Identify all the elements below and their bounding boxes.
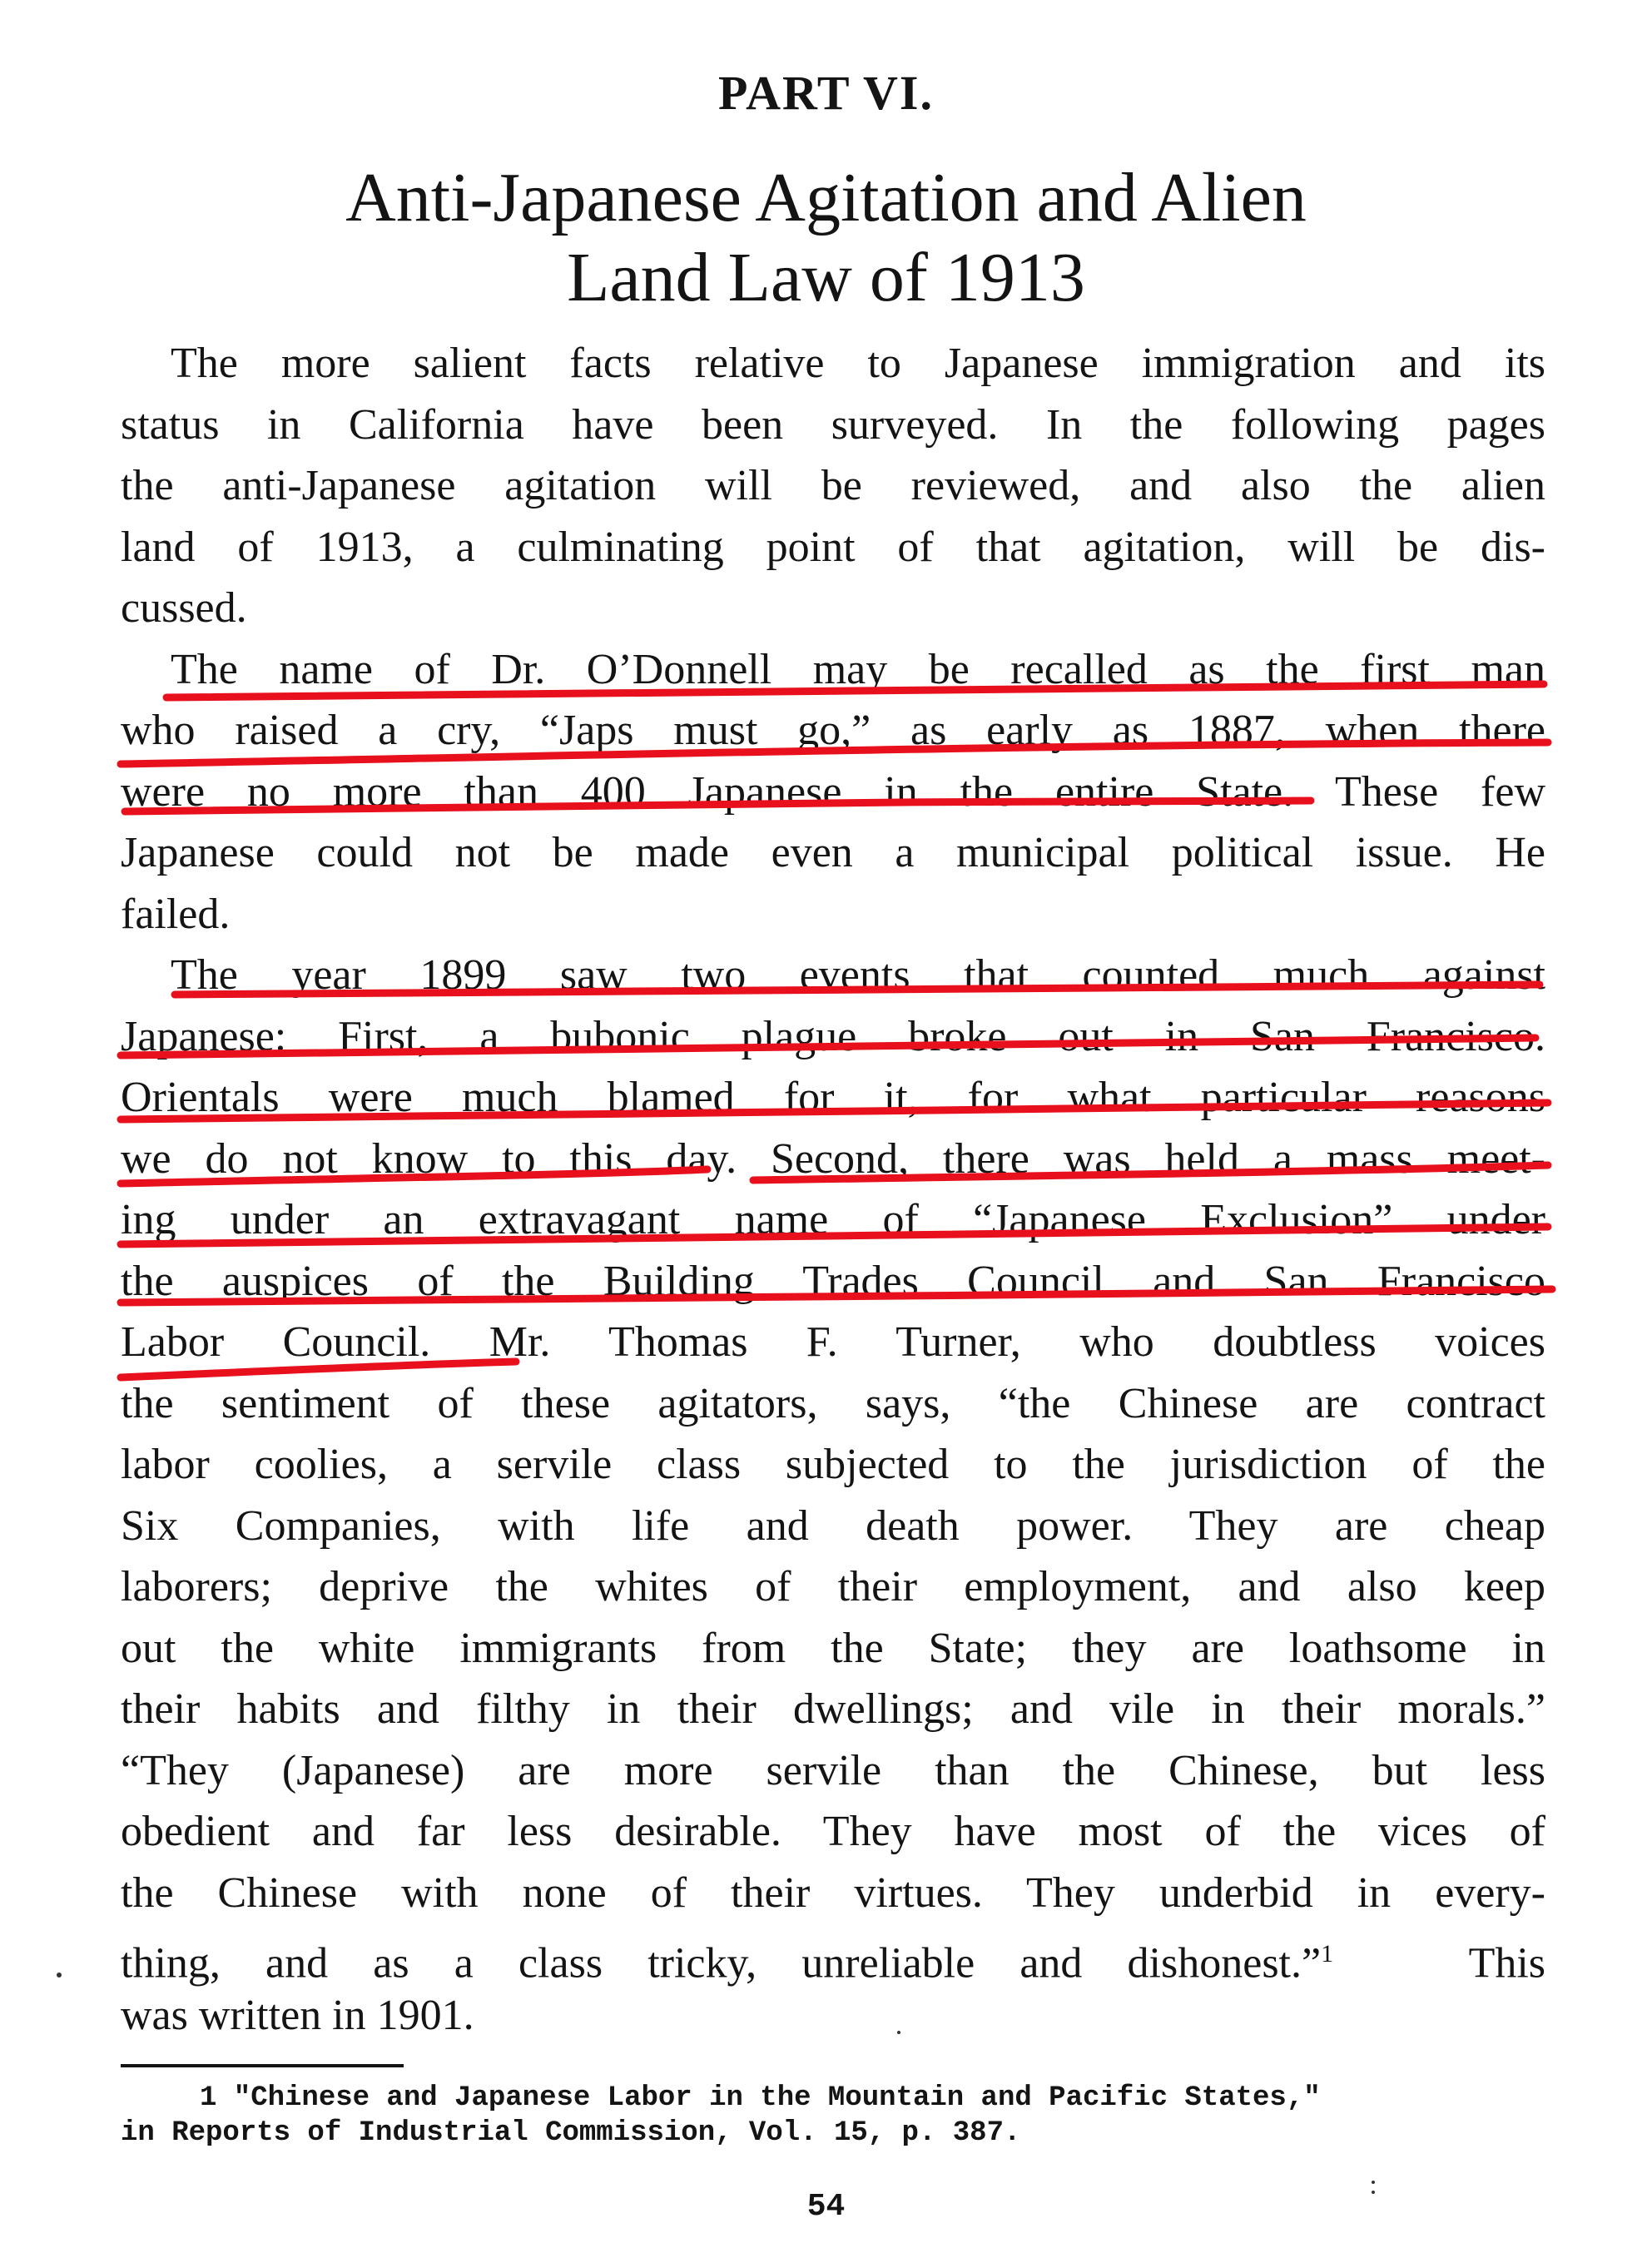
paper-speck bbox=[57, 1973, 62, 1978]
text-line: out the white immigrants from the State; they are loathsome in bbox=[121, 1624, 1545, 1672]
text-line: land of 1913, a culminating point of that agitation, will be dis- bbox=[121, 523, 1545, 571]
text-line: Japanese could not be made even a municipal political issue. He bbox=[121, 829, 1545, 876]
footnote-line-2: in Reports of Industrial Commission, Vol. 15, p. 387. bbox=[121, 2117, 1021, 2149]
text-line: the sentiment of these agitators, says, “the Chinese are contract bbox=[121, 1379, 1545, 1427]
text-line: “They (Japanese) are more servile than the Chinese, but less bbox=[121, 1746, 1545, 1794]
chapter-title bbox=[0, 158, 1652, 318]
text-line: The year 1899 saw two events that counted much against bbox=[171, 951, 1545, 999]
text-line: failed. bbox=[121, 890, 231, 938]
paper-speck bbox=[1372, 2191, 1375, 2194]
text-line: Labor Council. Mr. Thomas F. Turner, who doubtless voices bbox=[121, 1318, 1545, 1366]
text-line: obedient and far less desirable. They have most of the vices of bbox=[121, 1808, 1545, 1855]
chapter-title-line-2: Land Law of 1913 bbox=[567, 239, 1085, 316]
part-label: PART VI. bbox=[718, 66, 934, 120]
text-line-tail: This bbox=[1468, 1939, 1546, 1987]
paper-speck bbox=[1372, 2181, 1375, 2184]
text-line-main: thing, and as a class tricky, unreliable and dishonest.” bbox=[121, 1939, 1322, 1987]
body-text bbox=[121, 333, 1545, 2046]
text-line: Orientals were much blamed for it, for what particular reasons bbox=[121, 1074, 1545, 1121]
text-line: ing under an extravagant name of “Japanese Exclusion” under bbox=[121, 1196, 1545, 1243]
text-line: The more salient facts relative to Japanese immigration and its bbox=[171, 340, 1545, 387]
text-line: who raised a cry, “Japs must go,” as early as 1887, when there bbox=[121, 707, 1545, 754]
text-line: were no more than 400 Japanese in the entire State. These few bbox=[121, 767, 1545, 816]
text-line: was written in 1901. bbox=[121, 1991, 474, 2039]
paper-speck bbox=[897, 2031, 900, 2034]
footnote-divider bbox=[121, 2064, 404, 2067]
text-line: laborers; deprive the whites of their employment, and also keep bbox=[121, 1563, 1545, 1610]
text-line bbox=[121, 1923, 1545, 1985]
text-line: status in California have been surveyed. In the following pages bbox=[121, 400, 1545, 449]
page-number: 54 bbox=[806, 2189, 846, 2225]
footnote bbox=[121, 2081, 1545, 2151]
text-line: we do not know to this day. Second, there was held a mass meet- bbox=[121, 1134, 1545, 1183]
footnote-line-1: 1 "Chinese and Japanese Labor in the Mountain and Pacific States," bbox=[200, 2082, 1321, 2114]
text-line: the auspices of the Building Trades Council and San Francisco bbox=[121, 1257, 1545, 1305]
text-line: the Chinese with none of their virtues. They underbid in every- bbox=[121, 1868, 1545, 1917]
text-line: Japanese: First, a bubonic plague broke out in San Francisco. bbox=[121, 1012, 1545, 1060]
text-line: their habits and filthy in their dwellings; and vile in their morals.” bbox=[121, 1685, 1545, 1733]
footnote-reference: 1 bbox=[1321, 1940, 1334, 1968]
text-line: the anti-Japanese agitation will be reviewed, and also the alien bbox=[121, 462, 1545, 509]
text-line: labor coolies, a servile class subjected to the jurisdiction of the bbox=[121, 1441, 1545, 1488]
text-line: The name of Dr. O’Donnell may be recalled as the first man bbox=[171, 645, 1545, 693]
text-line: cussed. bbox=[121, 584, 247, 632]
text-line: Six Companies, with life and death power. They are cheap bbox=[121, 1501, 1545, 1550]
chapter-title-line-1: Anti-Japanese Agitation and Alien bbox=[345, 159, 1307, 236]
